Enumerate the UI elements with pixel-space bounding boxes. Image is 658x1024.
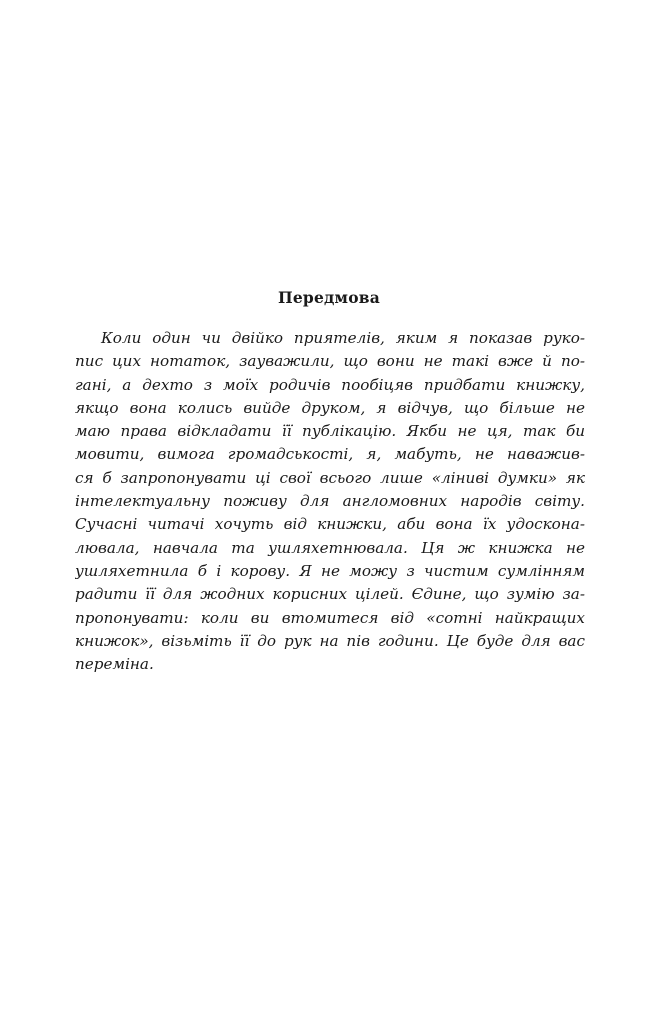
preface-paragraph [75, 327, 585, 676]
paragraph-line: ушляхетнила б і корову. Я не можу з чистим сумлінням [75, 561, 585, 580]
paragraph-line: Коли один чи двійко приятелів, яким я показав руко- [101, 329, 585, 347]
paragraph-line: інтелектуальну поживу для англомовних народів світу. [75, 492, 585, 511]
paragraph-line: маю права відкладати її публікацію. Якби не ця, так би [75, 422, 585, 441]
paragraph-line: гані, а дехто з моїх родичів пообіцяв придбати книжку, [75, 375, 585, 394]
paragraph-line: радити її для жодних корисних цілей. Єдине, що зумію за- [75, 585, 585, 604]
paragraph-line: пис цих нотаток, зауважили, що вони не такі вже й по- [75, 352, 585, 371]
paragraph-line: ся б запропонувати ці свої всього лише «ліниві думки» як [75, 468, 585, 487]
paragraph-line: лювала, навчала та ушляхетнювала. Ця ж книжка не [75, 538, 585, 557]
paragraph-line: Сучасні читачі хочуть від книжки, аби вона їх удоскона- [75, 515, 585, 534]
paragraph-line: пропонувати: коли ви втомитеся від «сотні найкращих [75, 608, 585, 627]
paragraph-line: якщо вона колись вийде друком, я відчув, що більше не [75, 398, 585, 417]
paragraph-line: книжок», візьміть її до рук на пів години. Це буде для вас [75, 631, 585, 650]
paragraph-line: переміна. [75, 655, 154, 674]
paragraph-line: мовити, вимога громадськості, я, мабуть, не наважив- [75, 445, 585, 464]
page-title: Передмова [278, 288, 380, 307]
